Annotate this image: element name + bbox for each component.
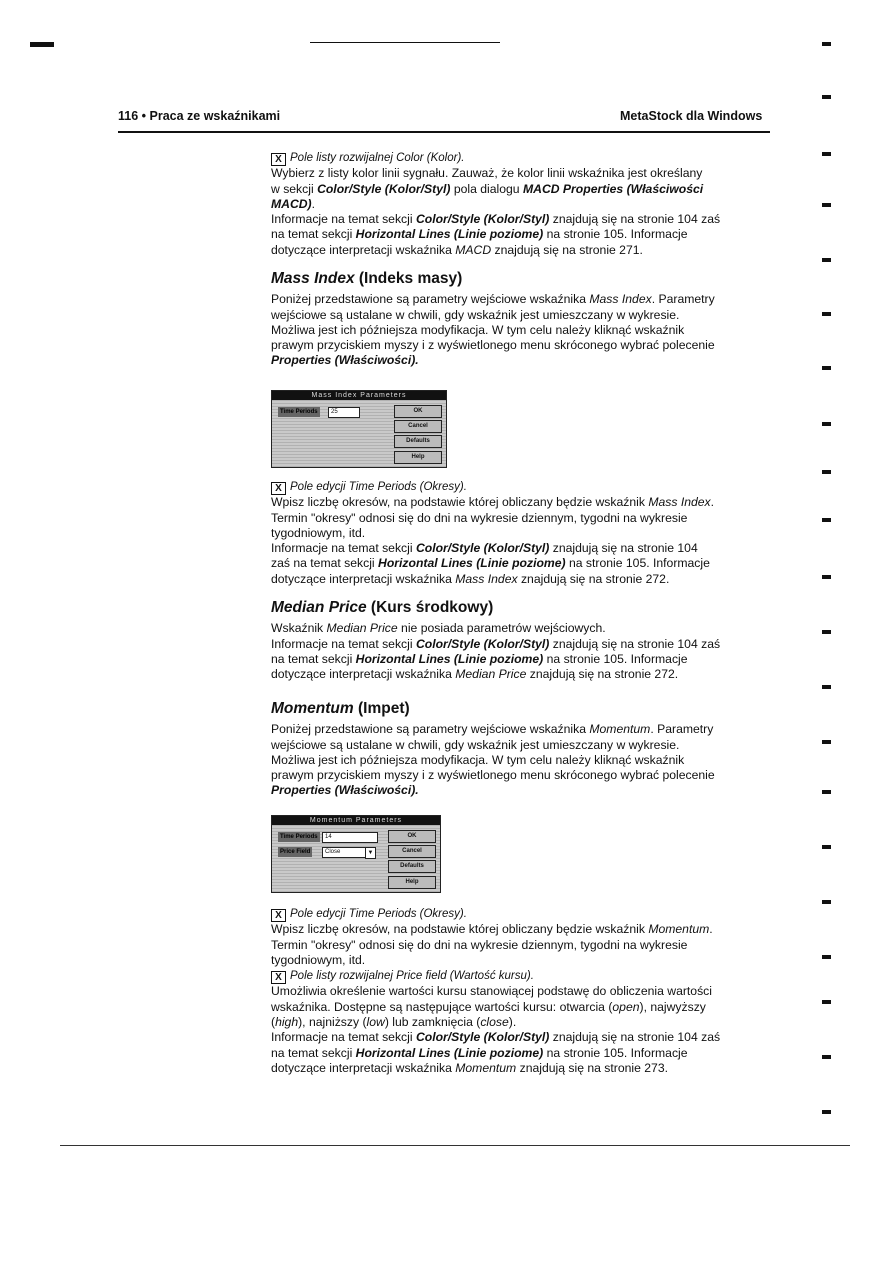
cancel-button[interactable]: Cancel <box>388 845 436 858</box>
help-button[interactable]: Help <box>388 876 436 889</box>
scan-mark <box>822 258 831 262</box>
momentum-dialog <box>271 815 441 893</box>
cancel-button[interactable]: Cancel <box>394 420 442 433</box>
time-periods-label: Time Periods <box>280 834 318 840</box>
scan-mark <box>822 900 831 904</box>
scan-mark <box>822 1055 831 1059</box>
price-field-label: Price Field <box>280 849 311 855</box>
scan-mark <box>822 685 831 689</box>
scan-mark <box>822 1110 831 1114</box>
checkbox-icon: X <box>271 482 286 495</box>
defaults-button[interactable]: Defaults <box>394 435 442 448</box>
field-label: Pole listy rozwijalnej Color (Kolor). <box>290 152 465 164</box>
section-heading: Momentum (Impet) <box>271 700 410 717</box>
color-field-block: X Pole listy rozwijalnej Color (Kolor). Wybierz z listy kolor linii sygnału. Zauważ, że kolor linii wskaźnika jest określany w sekcji Color/Style (Kolor/Styl) pola dialogu MACD Properties (Właściwości MACD). Informacje na temat sekcji Color/Style (Kolor/Styl) znajdują się na stronie 104 zaś na temat sekcji Horizontal Lines (Linie poziome) na stronie 105. Informacje dotyczące interpretacji wskaźnika MACD znajdują się na stronie 271. <box>271 150 771 258</box>
time-periods-label: Time Periods <box>280 409 318 415</box>
momentum-time-periods-block: X Pole edycji Time Periods (Okresy). Wpisz liczbę okresów, na podstawie której obliczany będzie wskaźnik Momentum. Termin "okresy" odnosi się do dni na wykresie dziennym, tygodni na wykresie tygodniowym, itd. X Pole listy rozwijalnej Price field (Wartość kursu). Umożliwia określenie wartości kursu stanowiącej podstawę do obliczenia wartości wskaźnika. Dostępne są następujące wartości kursu: otwarcia (open), najwyższy (high), najniższy (low) lub zamknięcia (close). Informacje na temat sekcji Color/Style (Kolor/Styl) znajdują się na stronie 104 zaś na temat sekcji Horizontal Lines (Linie poziome) na stronie 105. Informacje dotyczące interpretacji wskaźnika Momentum znajdują się na stronie 273. <box>271 908 721 1075</box>
time-periods-input[interactable]: 14 <box>322 832 378 843</box>
mass-index-section: Mass Index (Indeks masy) Poniżej przedstawione są parametry wejściowe wskaźnika Mass Index. Parametry wejściowe są ustalane w chwili, gdy wskaźnik jest umieszczany w wykresie. Możliwa jest ich późniejsza modyfikacja. W tym celu należy kliknąć wskaźnik prawym przyciskiem myszy i z wyświetlonego menu skróconego wybrać polecenie Properties (Właściwości). <box>271 271 771 369</box>
scan-mark <box>822 366 831 370</box>
scan-mark <box>822 518 831 522</box>
price-field-select[interactable]: Close <box>322 847 366 858</box>
scan-mark <box>822 42 831 46</box>
mass-index-dialog <box>271 390 447 468</box>
scan-mark <box>822 790 831 794</box>
help-button[interactable]: Help <box>394 451 442 464</box>
scan-mark <box>822 95 831 99</box>
scan-mark <box>822 422 831 426</box>
footer-rule <box>60 1145 850 1146</box>
scan-mark <box>30 42 54 47</box>
scan-mark <box>822 203 831 207</box>
ok-button[interactable]: OK <box>388 830 436 843</box>
running-header-left: 116 • Praca ze wskaźnikami <box>118 109 281 123</box>
checkbox-icon: X <box>271 971 286 984</box>
dialog-title: Mass Index Parameters <box>272 391 446 400</box>
momentum-section: Momentum (Impet) Poniżej przedstawione są parametry wejściowe wskaźnika Momentum. Parametry wejściowe są ustalane w chwili, gdy wskaźnik jest umieszczany w wykresie. Możliwa jest ich późniejsza modyfikacja. W tym celu należy kliknąć wskaźnik prawym przyciskiem myszy i z wyświetlonego menu skróconego wybrać polecenie Properties (Właściwości). <box>271 701 771 799</box>
chevron-down-icon[interactable]: ▼ <box>365 847 376 859</box>
scan-mark <box>822 470 831 474</box>
ok-button[interactable]: OK <box>394 405 442 418</box>
median-price-section: Median Price (Kurs środkowy) Wskaźnik Median Price nie posiada parametrów wejściowych. Informacje na temat sekcji Color/Style (Kolor/Styl) znajdują się na stronie 104 zaś na temat sekcji Horizontal Lines (Linie poziome) na stronie 105. Informacje dotyczące interpretacji wskaźnika Median Price znajdują się na stronie 272. <box>271 600 771 682</box>
checkbox-icon: X <box>271 153 286 166</box>
scan-mark <box>822 740 831 744</box>
checkbox-icon: X <box>271 909 286 922</box>
section-heading: Mass Index (Indeks masy) <box>271 270 463 287</box>
time-periods-input[interactable]: 25 <box>328 407 360 418</box>
header-rule <box>118 131 770 133</box>
mass-time-periods-block: X Pole edycji Time Periods (Okresy). Wpisz liczbę okresów, na podstawie której obliczany będzie wskaźnik Mass Index. Termin "okresy" odnosi się do dni na wykresie dziennym, tygodni na wykresie tygodniowym, itd. Informacje na temat sekcji Color/Style (Kolor/Styl) znajdują się na stronie 104 zaś na temat sekcji Horizontal Lines (Linie poziome) na stronie 105. Informacje dotyczące interpretacji wskaźnika Mass Index znajdują się na stronie 272. <box>271 481 715 586</box>
section-heading: Median Price (Kurs środkowy) <box>271 599 494 616</box>
defaults-button[interactable]: Defaults <box>388 860 436 873</box>
text-line: Wybierz z listy kolor linii sygnału. Zauważ, że kolor linii wskaźnika jest określany <box>271 166 703 181</box>
scan-mark <box>822 312 831 316</box>
scan-mark <box>822 845 831 849</box>
scan-mark <box>822 630 831 634</box>
dialog-title: Momentum Parameters <box>272 816 440 825</box>
scan-mark <box>822 1000 831 1004</box>
scan-rule-top <box>310 42 500 43</box>
scan-mark <box>822 152 831 156</box>
scan-mark <box>822 575 831 579</box>
scan-mark <box>822 955 831 959</box>
running-header-right: MetaStock dla Windows <box>620 109 763 123</box>
